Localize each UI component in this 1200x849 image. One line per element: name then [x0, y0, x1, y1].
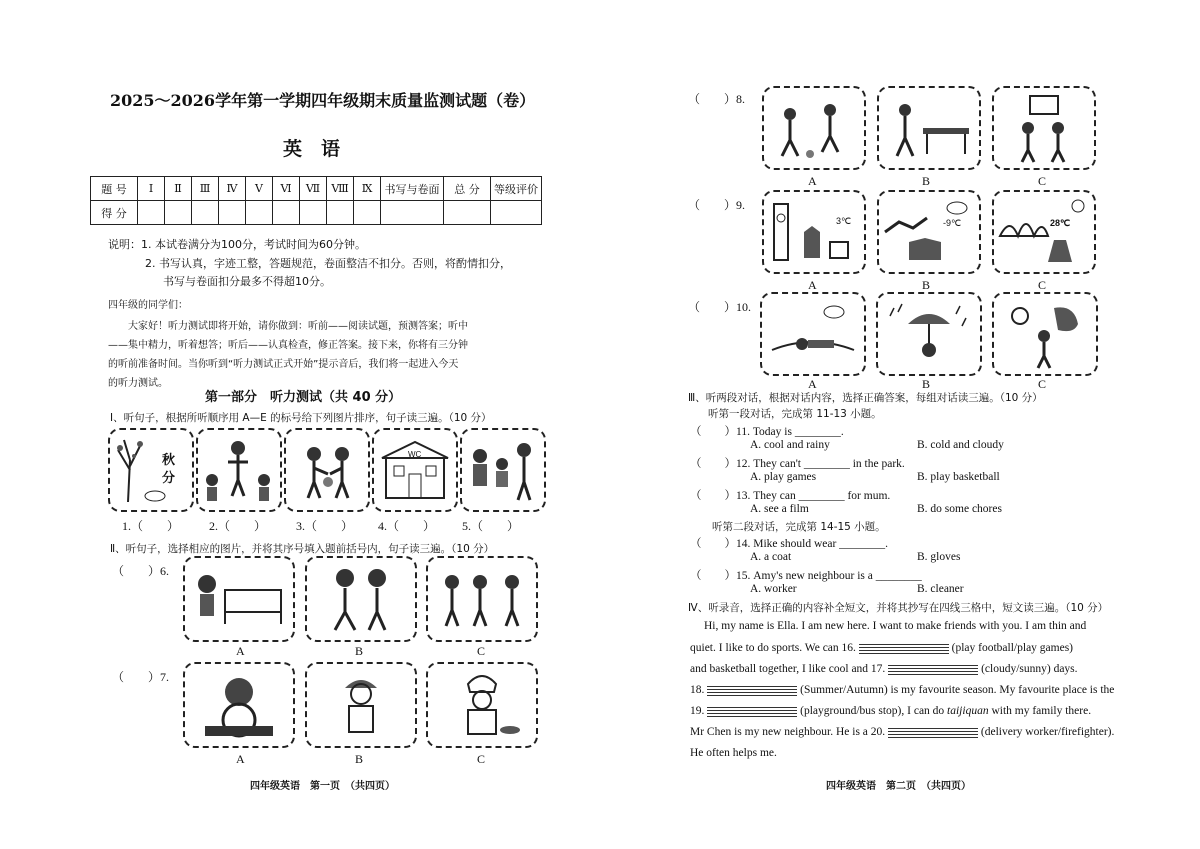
q11-stem[interactable]: （ ）11. Today is ________. [690, 426, 844, 438]
passage-italic: taijiquan [947, 705, 989, 717]
passage-text: (Summer/Autumn) is my favourite season. My favourite place is the [800, 684, 1115, 696]
subject-title: 英 语 [283, 138, 341, 160]
q9-label-b: B [922, 278, 931, 292]
s1-answer-1[interactable]: 1.（ ） [122, 519, 180, 533]
score-cell[interactable] [219, 201, 246, 225]
score-header-cell: Ⅲ [192, 177, 219, 201]
score-cell[interactable] [327, 201, 354, 225]
score-cell[interactable] [491, 201, 542, 225]
score-header-cell: Ⅴ [246, 177, 273, 201]
score-cell[interactable] [246, 201, 273, 225]
q13-option-a[interactable]: A. see a film [750, 503, 809, 515]
blank-20[interactable] [888, 726, 978, 738]
s1-answer-5[interactable]: 5.（ ） [462, 519, 520, 533]
score-header-cell: 等级评价 [491, 177, 542, 201]
dialog1-heading: 听第一段对话，完成第 11-13 小题。 [708, 408, 882, 420]
footer-left: 四年级英语 第一页 （共四页） [250, 781, 395, 792]
q14-stem[interactable]: （ ）14. Mike should wear ________. [690, 538, 889, 550]
q10-label-b: B [922, 377, 931, 391]
s1-pic-basketball [284, 428, 370, 512]
q13-option-b[interactable]: B. do some chores [917, 503, 1002, 515]
passage-text: (cloudy/sunny) days. [981, 663, 1078, 675]
q14-option-b[interactable]: B. gloves [917, 551, 961, 563]
note-1: 说明：1. 本试卷满分为100分，考试时间为60分钟。 [108, 238, 366, 251]
football-players-icon [764, 88, 864, 168]
blank-17[interactable] [888, 663, 978, 675]
part1-title: 第一部分 听力测试（共 40 分） [205, 390, 402, 405]
question-7[interactable]: （ ）7. [112, 670, 170, 684]
q9-pic-c[interactable] [992, 190, 1096, 274]
q9-temp-a: 3℃ [836, 216, 852, 226]
q9-temp-b: -9℃ [943, 218, 962, 228]
q15-option-b[interactable]: B. cleaner [917, 583, 964, 595]
q7-label-b: B [355, 752, 364, 766]
score-row-label: 得 分 [91, 201, 138, 225]
passage-line-5 [690, 705, 1091, 717]
score-header-cell: Ⅳ [219, 177, 246, 201]
s1-answer-4[interactable]: 4.（ ） [378, 519, 436, 533]
passage-line-4 [690, 684, 1114, 696]
question-8[interactable]: （ ）8. [688, 92, 746, 106]
kid-bed-icon [185, 558, 293, 640]
kids-playing-icon [428, 558, 536, 640]
q7-label-a: A [236, 752, 245, 766]
score-cell[interactable] [192, 201, 219, 225]
q8-label-a: A [808, 174, 817, 188]
q11-option-b[interactable]: B. cold and cloudy [917, 439, 1004, 451]
score-cell[interactable] [300, 201, 327, 225]
q8-pic-b[interactable] [877, 86, 981, 170]
passage-line-1: Hi, my name is Ella. I am new here. I want to make friends with you. I am thin and [704, 620, 1087, 632]
q10-label-c: C [1038, 377, 1047, 391]
q10-label-a: A [808, 377, 817, 391]
q9-label-c: C [1038, 278, 1047, 292]
q7-pic-c[interactable] [426, 662, 538, 748]
umbrella-rain-icon [878, 294, 980, 374]
driver-steering-wheel-icon [185, 664, 293, 746]
score-header-cell: Ⅱ [165, 177, 192, 201]
great-wall-sweater-icon [879, 192, 979, 272]
blank-19[interactable] [707, 705, 797, 717]
s1-answer-3[interactable]: 3.（ ） [296, 519, 354, 533]
passage-text: (delivery worker/firefighter). [980, 726, 1115, 738]
teacher-students-icon [198, 430, 280, 510]
q15-stem[interactable]: （ ）15. Amy's new neighbour is a ________ [690, 570, 922, 582]
score-header-cell: Ⅰ [138, 177, 165, 201]
passage-text: (play football/play games) [951, 642, 1074, 654]
score-cell[interactable] [273, 201, 300, 225]
passage-text: Mr Chen is my new neighbour. He is a 20. [690, 726, 886, 738]
passage-text: 19. [690, 705, 705, 717]
blank-16[interactable] [859, 642, 949, 654]
section3-title: Ⅲ、听两段对话，根据对话内容，选择正确答案，每组对话读三遍。（10 分） [688, 392, 1043, 404]
q8-label-b: B [922, 174, 931, 188]
passage-line-2 [690, 642, 1073, 654]
passage-text: quiet. I like to do sports. We can 16. [690, 642, 856, 654]
q12-option-a[interactable]: A. play games [750, 471, 817, 483]
s1-pic-teacher [196, 428, 282, 512]
q6-pic-a[interactable] [183, 556, 295, 642]
intro-line-2: ——集中精力，听着想答；听后——认真检查，修正答案。接下来，你将有三分钟 [108, 340, 468, 351]
score-cell[interactable] [381, 201, 444, 225]
greeting: 四年级的同学们： [108, 300, 188, 311]
passage-line-3 [690, 663, 1078, 675]
passage-text: and basketball together, I like cool and 17. [690, 663, 886, 675]
s1-pic-toilet [372, 428, 458, 512]
passage-line-6 [690, 726, 1114, 738]
q9-temp-c: 28℃ [1050, 218, 1071, 228]
q6-pic-c[interactable] [426, 556, 538, 642]
score-header-cell: Ⅵ [273, 177, 300, 201]
score-table [90, 176, 542, 225]
q8-label-c: C [1038, 174, 1047, 188]
intro-line-3: 的听前准备时间。当你听到“听力测试正式开始”提示音后，我们将一起进入今天 [108, 359, 459, 370]
q12-option-b[interactable]: B. play basketball [917, 471, 1000, 483]
footer-right: 四年级英语 第二页 （共四页） [826, 781, 971, 792]
score-header-cell: 书写与卷面 [381, 177, 444, 201]
dialog2-heading: 听第二段对话，完成第 14-15 小题。 [712, 521, 886, 533]
section4-title: Ⅳ、听录音，选择正确的内容补全短文，并将其抄写在四线三格中，短文读三遍。（10 分） [688, 602, 1109, 614]
q6-pic-b[interactable] [305, 556, 417, 642]
q6-label-a: A [236, 644, 245, 658]
q13-stem[interactable]: （ ）13. They can ________ for mum. [690, 490, 891, 502]
basketball-hoop-icon [994, 88, 1094, 168]
clock-tower-coat-icon [764, 192, 864, 272]
q7-pic-a[interactable] [183, 662, 295, 748]
wc-sign: WC [408, 450, 422, 459]
score-header-cell: 总 分 [444, 177, 491, 201]
s1-pic-autumn [108, 428, 194, 512]
sunny-walk-icon [994, 294, 1096, 374]
score-cell[interactable] [444, 201, 491, 225]
chef-icon [428, 664, 536, 746]
exam-title: 2025～2026学年第一学期四年级期末质量监测试题（卷） [110, 91, 536, 110]
worker-helmet-icon [307, 664, 415, 746]
autumn-equinox-text: 秋分 [162, 453, 176, 486]
score-table-header-row [91, 177, 542, 201]
note-2: 2. 书写认真，字迹工整，答题规范，卷面整洁不扣分。否则，将酌情扣分， [145, 257, 511, 270]
q14-option-a[interactable]: A. a coat [750, 551, 792, 563]
q6-label-c: C [477, 644, 486, 658]
score-header-cell: Ⅶ [300, 177, 327, 201]
q8-pic-a[interactable] [762, 86, 866, 170]
score-header-cell: Ⅸ [354, 177, 381, 201]
q9-label-a: A [808, 278, 817, 292]
intro-line-4: 的听力测试。 [108, 378, 168, 389]
question-10[interactable]: （ ）10. [688, 300, 752, 314]
q10-pic-c[interactable] [992, 292, 1098, 376]
q7-pic-b[interactable] [305, 662, 417, 748]
passage-text: (playground/bus stop), I can do [800, 705, 945, 717]
q9-pic-a[interactable] [762, 190, 866, 274]
blank-18[interactable] [707, 684, 797, 696]
score-cell[interactable] [354, 201, 381, 225]
q10-pic-a[interactable] [760, 292, 866, 376]
passage-line-7: He often helps me. [690, 747, 777, 759]
note-3: 书写与卷面扣分最多不得超10分。 [163, 275, 331, 288]
building-wc-icon [374, 430, 456, 510]
kids-helping-icon [307, 558, 415, 640]
score-table-score-row [91, 201, 542, 225]
q9-pic-b[interactable] [877, 190, 981, 274]
passage-text: with my family there. [991, 705, 1092, 717]
q8-pic-c[interactable] [992, 86, 1096, 170]
kid-lying-grass-icon [762, 294, 864, 374]
family-picnic-icon [462, 430, 544, 510]
opera-house-dress-icon [994, 192, 1094, 272]
score-cell[interactable] [165, 201, 192, 225]
section2-title: Ⅱ、听句子，选择相应的图片，并将其序号填入题前括号内，句子读三遍。（10 分） [110, 543, 495, 555]
q7-label-c: C [477, 752, 486, 766]
score-cell[interactable] [138, 201, 165, 225]
q15-option-a[interactable]: A. worker [750, 583, 797, 595]
s1-answer-2[interactable]: 2.（ ） [209, 519, 267, 533]
basketball-kids-icon [286, 430, 368, 510]
score-header-cell: 题 号 [91, 177, 138, 201]
s1-pic-family [460, 428, 546, 512]
intro-line-1: 大家好！听力测试即将开始，请你做到：听前——阅读试题，预测答案；听中 [128, 321, 468, 332]
q6-label-b: B [355, 644, 364, 658]
question-6[interactable]: （ ）6. [112, 564, 170, 578]
section1-title: Ⅰ、听句子，根据所听顺序用 A—E 的标号给下列图片排序，句子读三遍。（10 分） [110, 412, 492, 424]
passage-text: 18. [690, 684, 705, 696]
q11-option-a[interactable]: A. cool and rainy [750, 439, 830, 451]
score-header-cell: Ⅷ [327, 177, 354, 201]
ping-pong-icon [879, 88, 979, 168]
q12-stem[interactable]: （ ）12. They can't ________ in the park. [690, 458, 905, 470]
question-9[interactable]: （ ）9. [688, 198, 746, 212]
autumn-tree-icon [110, 430, 192, 510]
q10-pic-b[interactable] [876, 292, 982, 376]
